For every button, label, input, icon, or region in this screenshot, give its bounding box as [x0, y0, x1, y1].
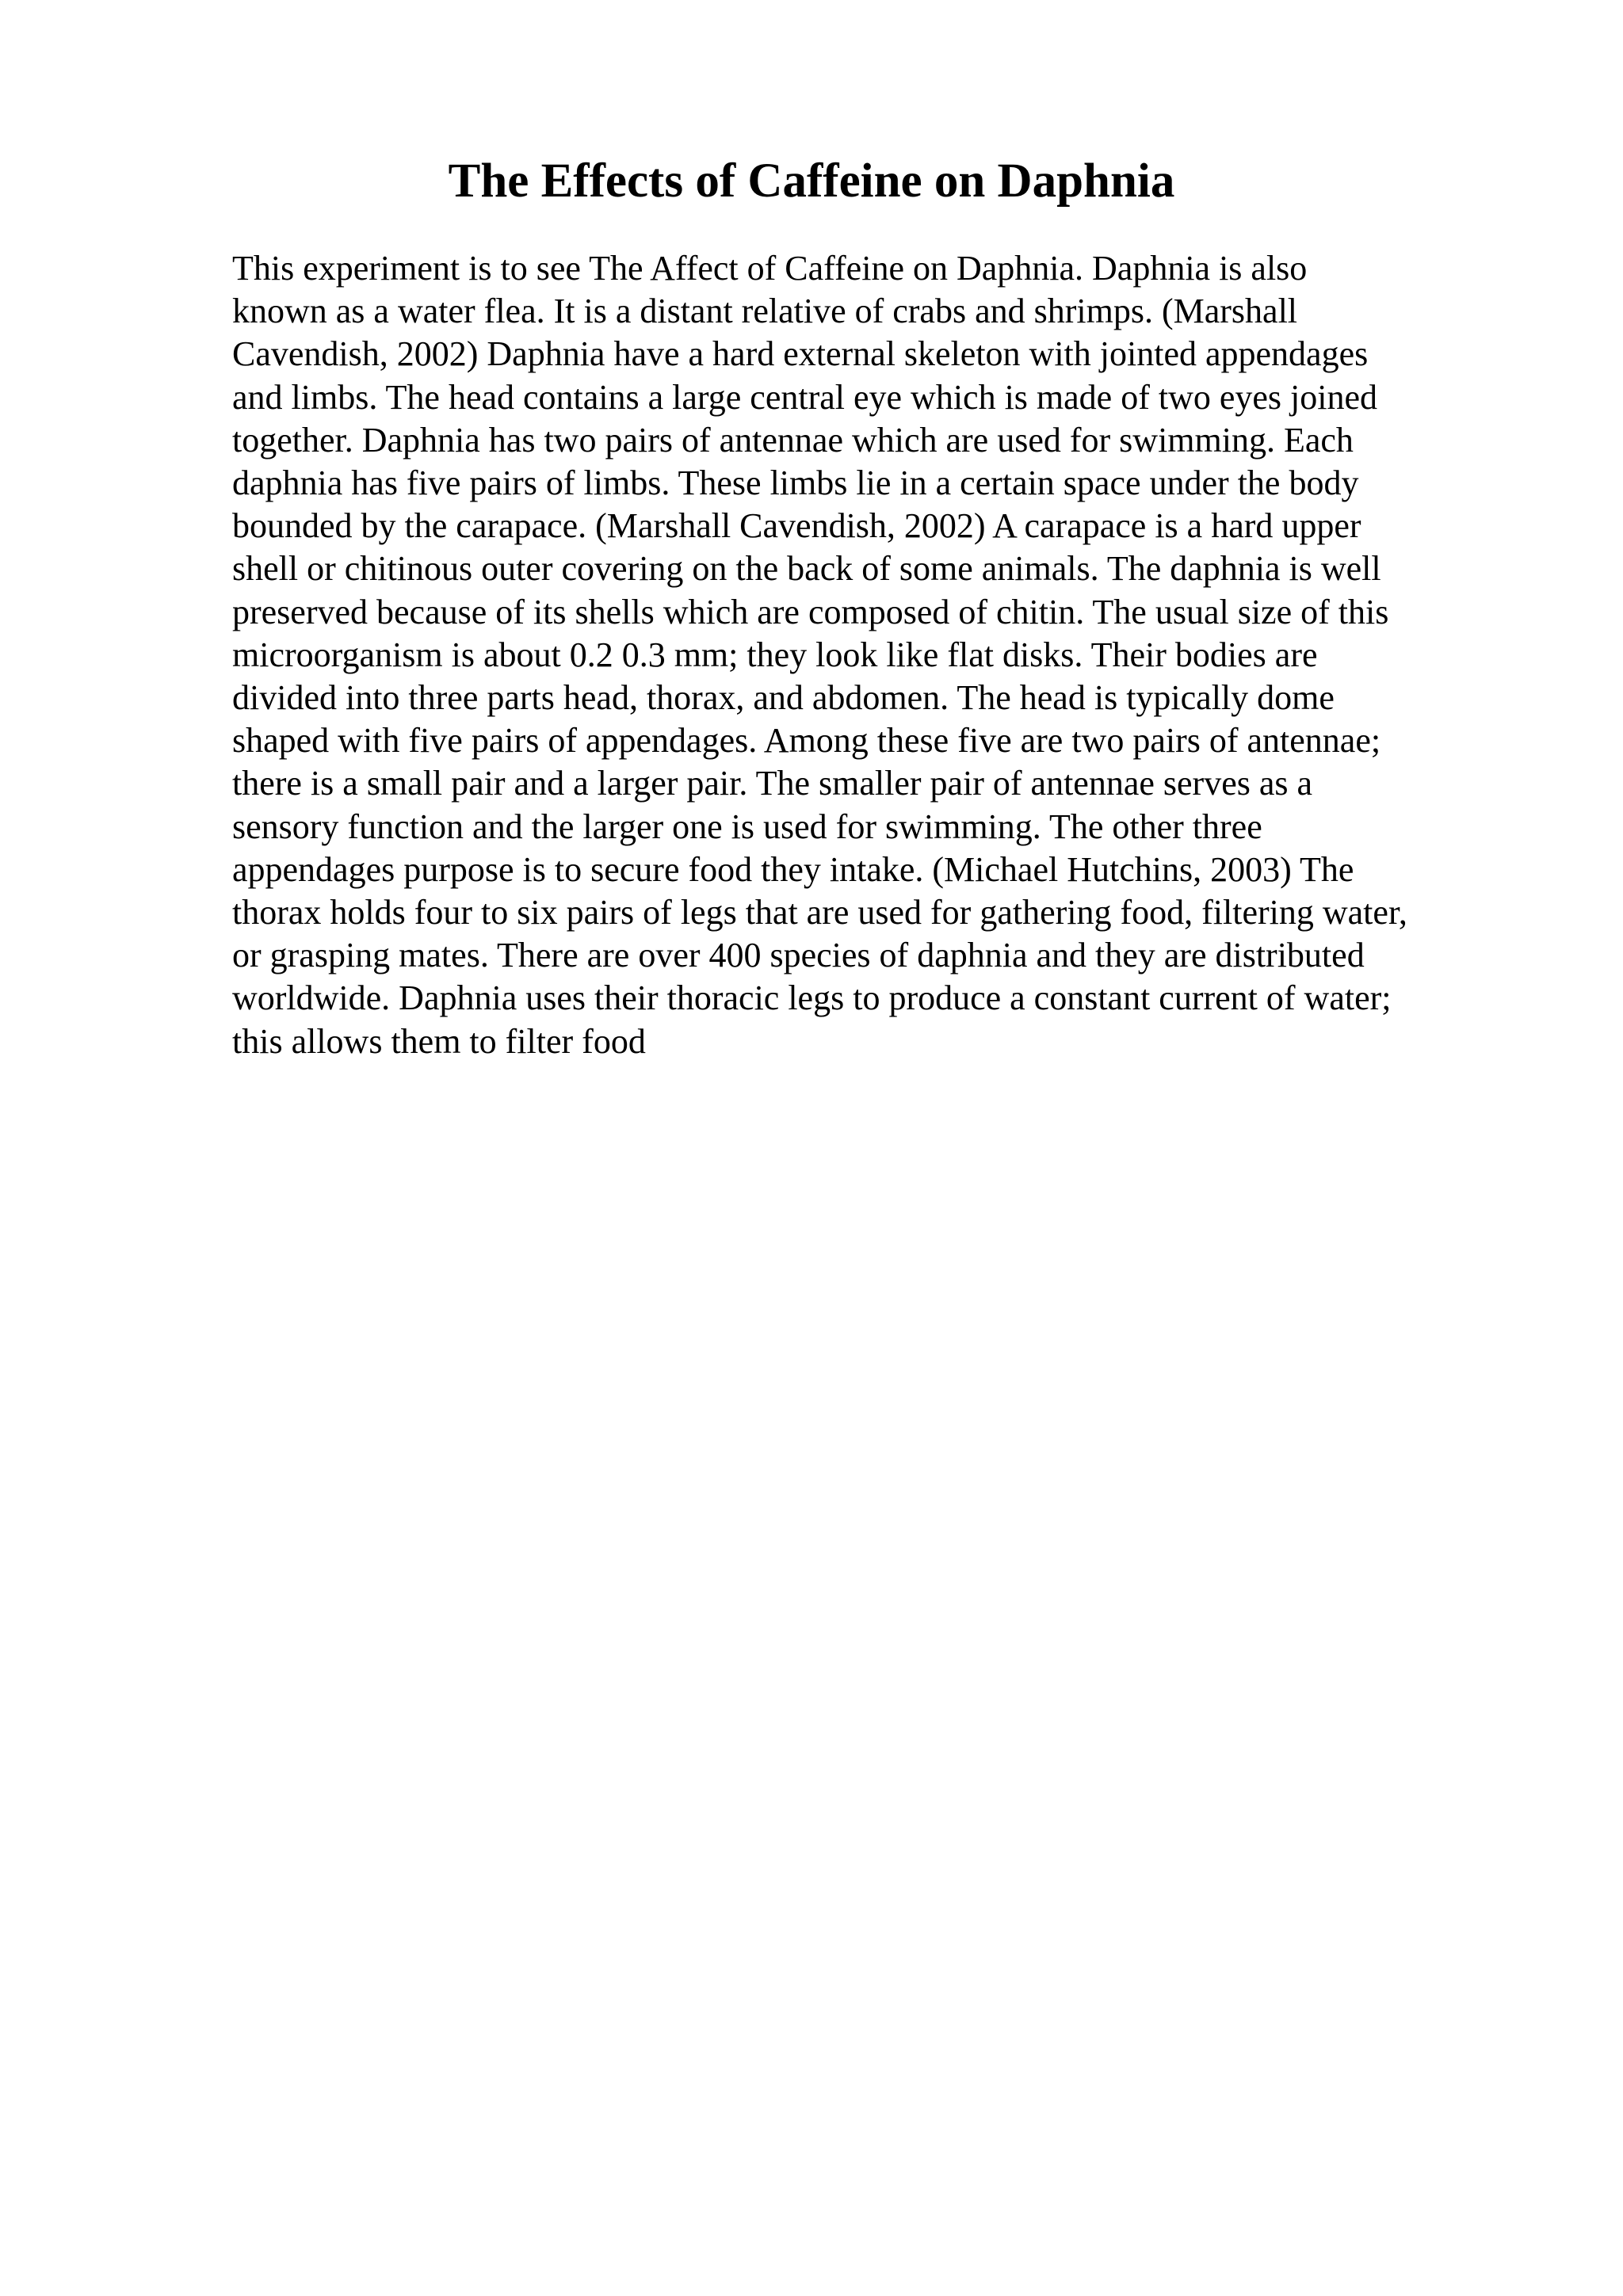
text-line: this allows them to filter food: [232, 1021, 646, 1061]
text-line: together. Daphnia has two pairs of antennae which are used for swimming. Each: [232, 420, 1354, 460]
text-line: preserved because of its shells which are composed of chitin. The usual size of this: [232, 592, 1389, 631]
text-line: bounded by the carapace. (Marshall Cavendish, 2002) A carapace is a hard upper: [232, 506, 1361, 546]
text-line: Cavendish, 2002) Daphnia have a hard external skeleton with jointed appendages: [232, 334, 1369, 374]
text-line: microorganism is about 0.2 0.3 mm; they look like flat disks. Their bodies are: [232, 635, 1318, 674]
document-title: The Effects of Caffeine on Daphnia: [448, 154, 1175, 208]
text-line: divided into three parts head, thorax, and abdomen. The head is typically dome: [232, 678, 1335, 718]
body-paragraph: [232, 247, 1500, 1063]
text-line: shaped with five pairs of appendages. Among these five are two pairs of antennae;: [232, 721, 1381, 761]
text-line: worldwide. Daphnia uses their thoracic legs to produce a constant current of water;: [232, 978, 1392, 1018]
text-line: known as a water flea. It is a distant relative of crabs and shrimps. (Marshall: [232, 292, 1298, 331]
text-line: thorax holds four to six pairs of legs that are used for gathering food, filtering water,: [232, 893, 1407, 933]
text-line: This experiment is to see The Affect of Caffeine on Daphnia. Daphnia is also: [232, 249, 1308, 288]
text-line: daphnia has five pairs of limbs. These limbs lie in a certain space under the body: [232, 463, 1359, 503]
text-line: appendages purpose is to secure food they intake. (Michael Hutchins, 2003) The: [232, 849, 1354, 889]
text-line: sensory function and the larger one is used for swimming. The other three: [232, 807, 1262, 846]
text-line: shell or chitinous outer covering on the back of some animals. The daphnia is well: [232, 549, 1381, 589]
text-line: there is a small pair and a larger pair. The smaller pair of antennae serves as a: [232, 764, 1313, 803]
text-line: and limbs. The head contains a large central eye which is made of two eyes joined: [232, 377, 1378, 417]
text-line: or grasping mates. There are over 400 species of daphnia and they are distributed: [232, 936, 1365, 975]
